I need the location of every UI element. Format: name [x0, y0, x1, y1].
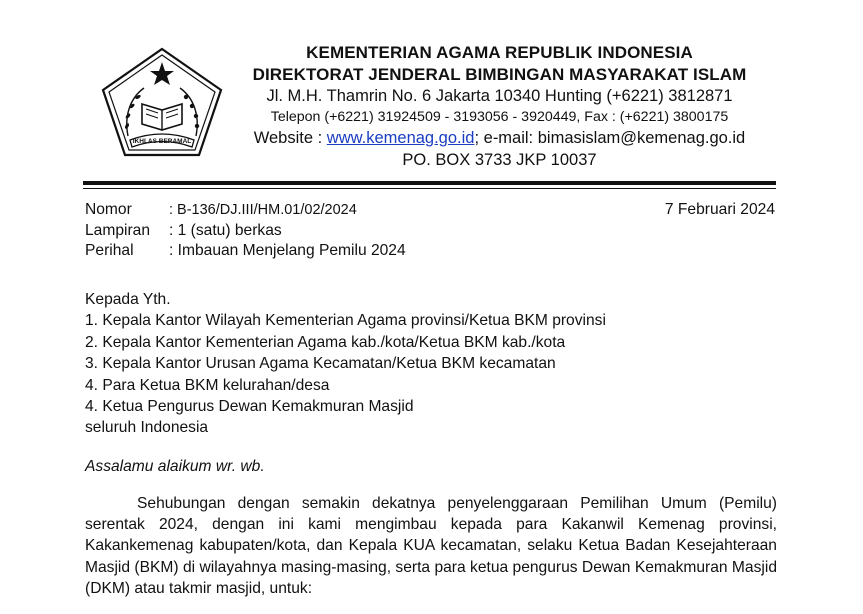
website-line	[222, 127, 777, 149]
recipient-opening: Kepada Yth.	[85, 291, 171, 308]
ministry-name: KEMENTERIAN AGAMA REPUBLIK INDONESIA	[306, 43, 693, 62]
perihal-label: Perihal	[85, 242, 134, 259]
nomor-row	[85, 200, 406, 221]
letterhead	[222, 42, 777, 171]
perihal-value: : Imbauan Menjelang Pemilu 2024	[169, 242, 406, 259]
website-prefix: Website :	[253, 129, 327, 147]
email-text: ; e-mail: bimasislam@kemenag.go.id	[474, 129, 746, 147]
letter-date: 7 Februari 2024	[664, 201, 775, 218]
svg-text:IKHLAS BERAMAL: IKHLAS BERAMAL	[132, 138, 192, 145]
phone-line: Telepon (+6221) 31924509 - 3193056 - 3920449, Fax : (+6221) 3800175	[270, 109, 729, 125]
kemenag-logo	[100, 46, 224, 158]
perihal-row	[85, 241, 406, 262]
letterhead-divider-thin	[83, 188, 776, 189]
lampiran-label: Lampiran	[85, 221, 151, 239]
pobox-line: PO. BOX 3733 JKP 10037	[402, 151, 597, 169]
recipient-item: 4. Ketua Pengurus Dewan Kemakmuran Masjid	[85, 398, 414, 416]
recipient-item: 2. Kepala Kantor Kementerian Agama kab./kota/Ketua BKM kab./kota	[85, 333, 566, 351]
lampiran-row	[85, 221, 406, 242]
recipient-item: 3. Kepala Kantor Urusan Agama Kecamatan/Ketua BKM kecamatan	[85, 355, 556, 373]
recipient-item: 1. Kepala Kantor Wilayah Kementerian Agama provinsi/Ketua BKM provinsi	[85, 312, 606, 330]
letter-meta	[85, 200, 406, 262]
recipient-item: 4. Para Ketua BKM kelurahan/desa	[85, 376, 330, 394]
lampiran-value: : 1 (satu) berkas	[169, 221, 282, 239]
recipient-block	[85, 289, 606, 439]
nomor-label: Nomor	[85, 201, 132, 218]
recipient-closing: seluruh Indonesia	[85, 419, 209, 437]
website-link[interactable]: www.kemenag.go.id	[326, 129, 475, 147]
letterhead-divider-thick	[83, 181, 776, 185]
directorate-name: DIREKTORAT JENDERAL BIMBINGAN MASYARAKAT ISLAM	[252, 65, 747, 84]
nomor-value: : B-136/DJ.III/HM.01/02/2024	[169, 202, 357, 218]
body-paragraph: Sehubungan dengan semakin dekatnya penyelenggaraan Pemilihan Umum (Pemilu) serentak 2024, dengan ini kami mengimbau kepada para Kakanwil Kemenag provinsi, Kakankemenag kabupaten/kota, dan Kepala KUA kecamatan, selaku Ketua Badan Kesejahteraan Masjid (BKM) di wilayahnya masing-masing, serta para ketua pengurus Dewan Kemakmuran Masjid (DKM) atau takmir masjid, untuk:	[85, 495, 777, 597]
greeting: Assalamu alaikum wr. wb.	[85, 458, 265, 475]
address-line: Jl. M.H. Thamrin No. 6 Jakarta 10340 Hunting (+6221) 3812871	[266, 87, 733, 105]
